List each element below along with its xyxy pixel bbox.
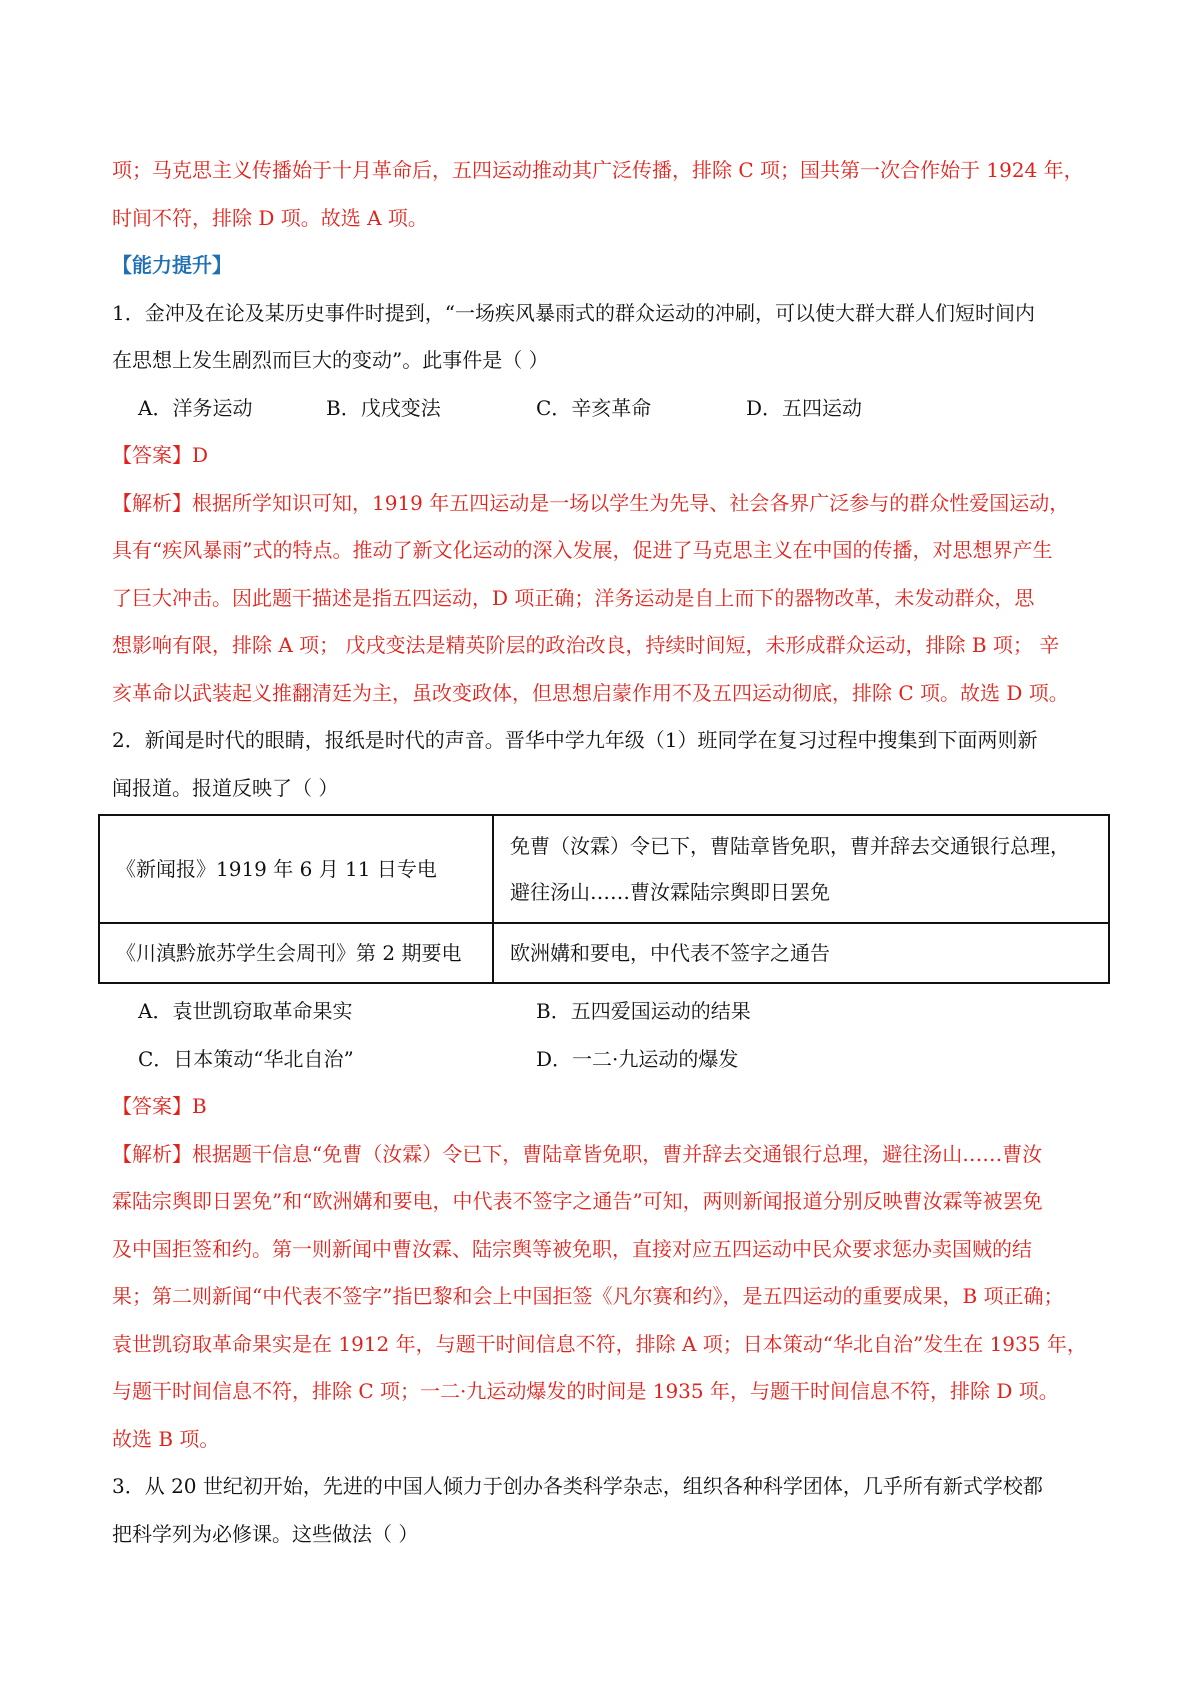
section-heading: 【能力提升】	[112, 253, 232, 277]
news-table-row	[99, 923, 1109, 983]
q2-analysis-label: 【解析】	[112, 1141, 192, 1166]
news-content-1-line-1: 免曹（汝霖）令已下，曹陆章皆免职，曹并辞去交通银行总理，	[510, 834, 1070, 858]
q1-stem-line-2: 在思想上发生剧烈而巨大的变动”。此事件是（ ）	[112, 348, 549, 372]
q2-stem-line-2: 闻报道。报道反映了（ ）	[112, 775, 339, 800]
news-table-row	[99, 815, 1109, 923]
q1-stem-line-1: 1．金冲及在论及某历史事件时提到，“一场疾风暴雨式的群众运动的冲刷，可以使大群大群人们短时间内	[112, 300, 1035, 325]
news-content-1-line-2: 避往汤山……曹汝霖陆宗舆即日罢免	[510, 880, 830, 904]
news-source-cell	[99, 815, 493, 923]
q1-analysis-text-1: 根据所学知识可知，1919 年五四运动是一场以学生为先导、社会各界广泛参与的群众性爱国运动，	[192, 490, 1070, 515]
q1-analysis-line-1	[112, 480, 1100, 528]
q2-answer-value: B	[192, 1094, 207, 1118]
q1-answer-label: 【答案】	[112, 443, 192, 467]
q1-analysis-line-5: 亥革命以武装起义推翻清廷为主，虽改变政体，但思想启蒙作用不及五四运动彻底，排除 C 项。故选 D 项。	[112, 680, 1069, 705]
q2-options-row-2	[112, 1036, 1100, 1084]
q2-analysis-line-4: 果；第二则新闻“中代表不签字”指巴黎和会上中国拒签《凡尔赛和约》，是五四运动的重要成果，B 项正确；	[112, 1284, 1064, 1308]
q2-analysis-text-1: 根据题干信息“免曹（汝霖）令已下，曹陆章皆免职，曹并辞去交通银行总理，避往汤山……曹汝	[192, 1141, 1043, 1166]
q2-stem-line-1: 2．新闻是时代的眼睛，报纸是时代的声音。晋华中学九年级（1）班同学在复习过程中搜集到下面两则新	[112, 728, 1038, 752]
q3-stem-line-1: 3．从 20 世纪初开始，先进的中国人倾力于创办各类科学杂志，组织各种科学团体，几乎所有新式学校都	[112, 1474, 1043, 1498]
q2-analysis-line-7: 故选 B 项。	[112, 1426, 220, 1451]
q2-option-d: D．一二·九运动的爆发	[536, 1046, 739, 1071]
news-table	[98, 814, 1110, 984]
q2-option-c: C．日本策动“华北自治”	[138, 1046, 354, 1071]
q2-answer	[112, 1083, 1100, 1131]
news-source-cell	[99, 923, 493, 983]
q2-analysis-line-6: 与题干时间信息不符，排除 C 项；一二·九运动爆发的时间是 1935 年，与题干时间信息不符，排除 D 项。	[112, 1379, 1059, 1403]
q2-analysis-line-5: 袁世凯窃取革命果实是在 1912 年，与题干时间信息不符，排除 A 项；日本策动“华北自治”发生在 1935 年，	[112, 1331, 1087, 1356]
q1-option-b: B．戊戌变法	[326, 395, 441, 420]
intro-line-1: 项；马克思主义传播始于十月革命后，五四运动推动其广泛传播，排除 C 项；国共第一次合作始于 1924 年，	[112, 158, 1084, 182]
q1-option-c: C．辛亥革命	[536, 395, 652, 420]
news-source-2: 《川滇黔旅苏学生会周刊》第 2 期要电	[116, 941, 462, 965]
q1-answer-value: D	[192, 443, 209, 467]
q2-analysis-line-3: 及中国拒签和约。第一则新闻中曹汝霖、陆宗舆等被免职，直接对应五四运动中民众要求惩办卖国贼的结	[112, 1236, 1032, 1261]
intro-line-2: 时间不符，排除 D 项。故选 A 项。	[112, 205, 428, 230]
q1-option-d: D．五四运动	[746, 395, 863, 420]
news-source-1: 《新闻报》1919 年 6 月 11 日专电	[116, 857, 437, 881]
news-content-cell	[493, 923, 1109, 983]
q1-options	[112, 385, 1100, 433]
q2-options-row-1	[112, 988, 1100, 1036]
page-content	[112, 147, 1100, 1558]
q2-option-b: B．五四爱国运动的结果	[536, 999, 751, 1023]
q2-analysis-line-2: 霖陆宗舆即日罢免”和“欧洲媾和要电，中代表不签字之通告”可知，两则新闻报道分别反映曹汝霖等被罢免	[112, 1189, 1043, 1213]
q1-analysis-line-4: 想影响有限，排除 A 项； 戊戌变法是精英阶层的政治改良，持续时间短，未形成群众运动，排除 B 项； 辛	[112, 633, 1060, 657]
q1-analysis-label: 【解析】	[112, 490, 192, 515]
news-content-2-line-1: 欧洲媾和要电，中代表不签字之通告	[510, 941, 830, 965]
q2-answer-label: 【答案】	[112, 1094, 192, 1118]
q2-analysis-line-1	[112, 1131, 1100, 1179]
q1-analysis-line-2: 具有“疾风暴雨”式的特点。推动了新文化运动的深入发展，促进了马克思主义在中国的传播，对思想界产生	[112, 538, 1053, 562]
q2-option-a: A．袁世凯窃取革命果实	[138, 999, 353, 1023]
news-content-cell	[493, 815, 1109, 923]
q1-option-a: A．洋务运动	[138, 395, 253, 420]
q1-answer	[112, 432, 1100, 480]
q3-stem-line-2: 把科学列为必修课。这些做法（ ）	[112, 1521, 419, 1546]
q1-analysis-line-3: 了巨大冲击。因此题干描述是指五四运动，D 项正确；洋务运动是自上而下的器物改革，未发动群众，思	[112, 585, 1035, 610]
